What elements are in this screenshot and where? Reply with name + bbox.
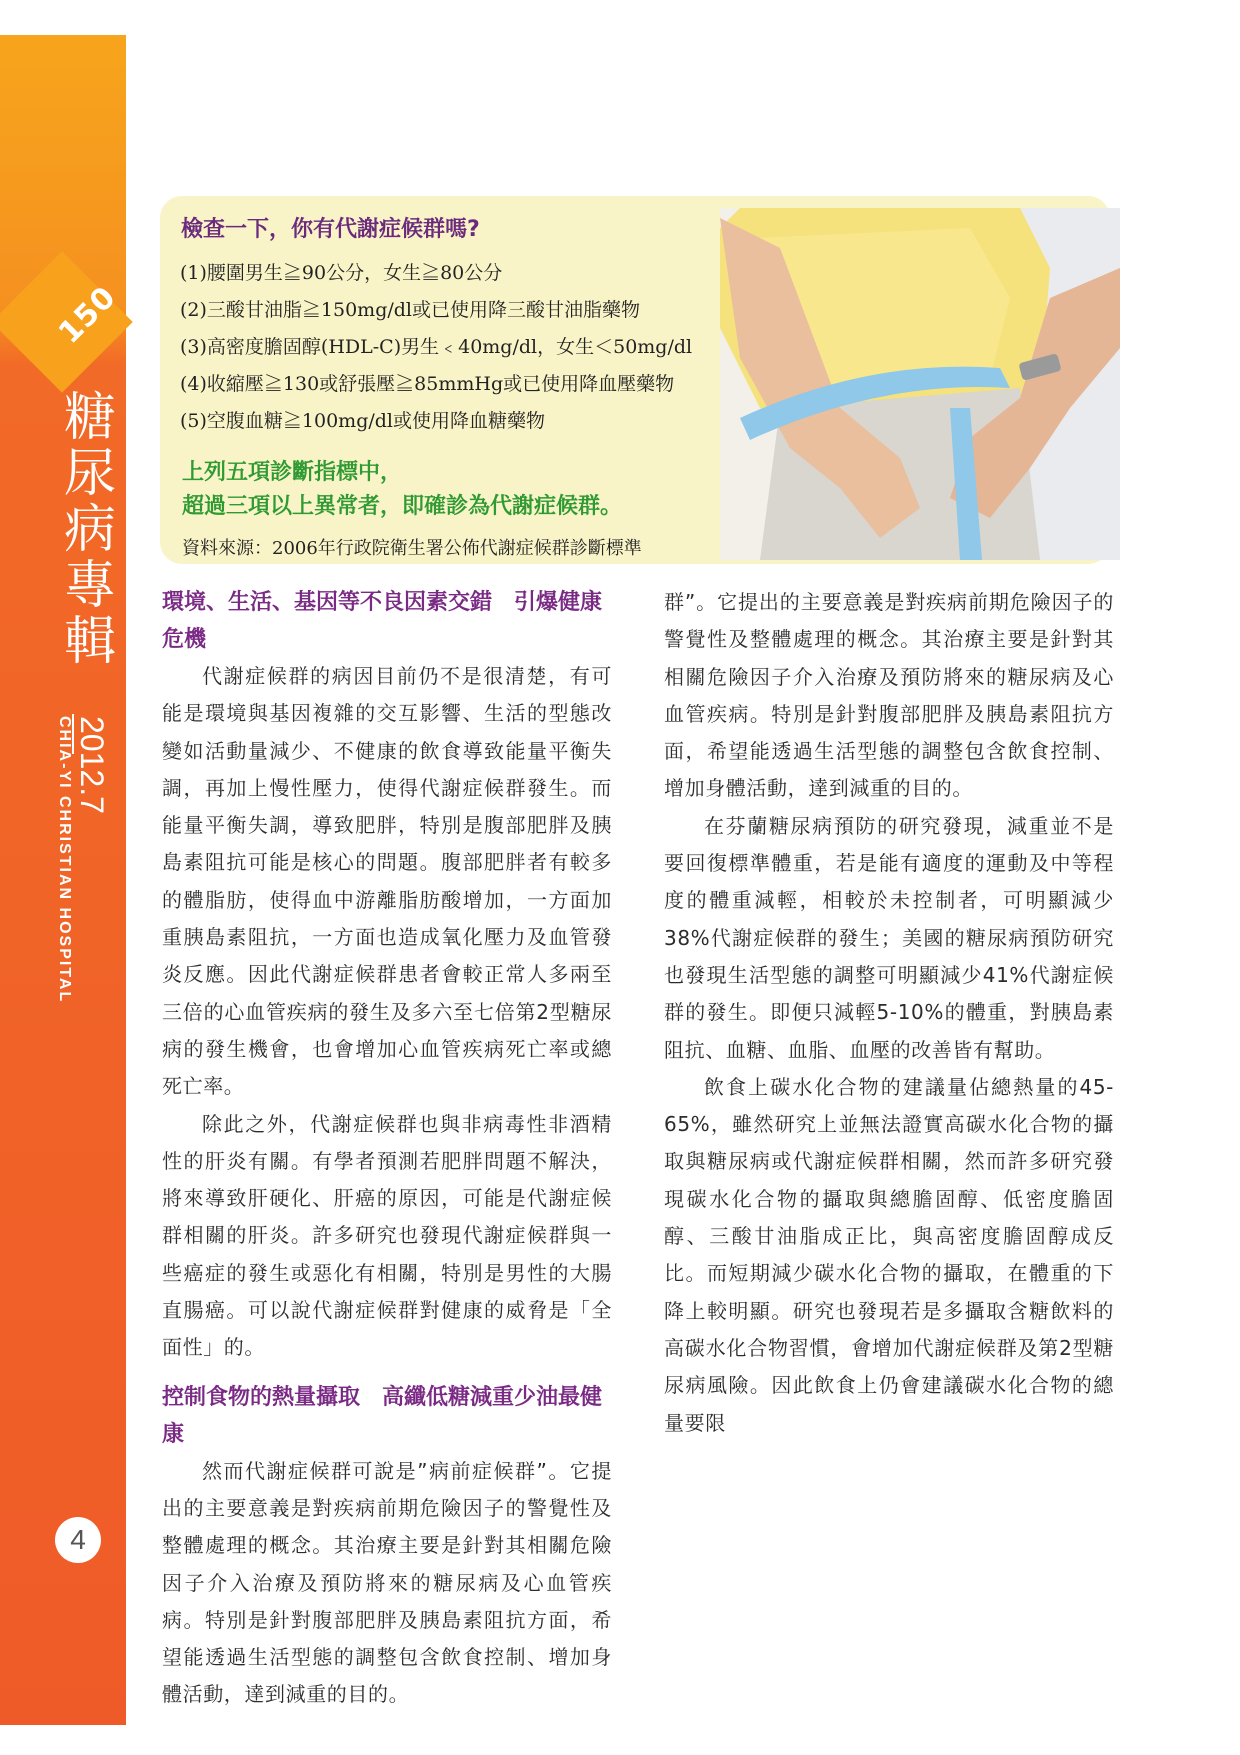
hospital-name: CHIA-YI CHRISTIAN HOSPITAL — [56, 716, 73, 1004]
issue-date: 2012.7 — [74, 716, 110, 814]
checklist-title: 檢查一下，你有代謝症候群嗎? — [181, 217, 480, 242]
section-heading: 環境、生活、基因等不良因素交錯 引爆健康危機 — [162, 590, 603, 652]
column-title-char: 病 — [63, 500, 116, 560]
criteria-item: (5)空腹血糖≧100mg/dl或使用降血糖藥物 — [180, 410, 545, 432]
diagnosis-note-line: 超過三項以上異常者，即確診為代謝症候群。 — [182, 494, 623, 519]
column-title — [58, 390, 122, 670]
data-source: 資料來源：2006年行政院衛生署公佈代謝症候群診斷標準 — [182, 538, 642, 559]
section-heading: 控制食物的熱量攝取 高纖低糖減重少油最健康 — [162, 1384, 603, 1447]
issue-number: 150 — [52, 279, 124, 351]
criteria-item: (2)三酸甘油脂≧150mg/dl或已使用降三酸甘油脂藥物 — [180, 299, 640, 321]
diagnosis-note-line: 上列五項診斷指標中， — [182, 460, 403, 485]
column-title-char: 輯 — [63, 612, 116, 672]
page-number: 4 — [55, 1517, 101, 1563]
criteria-item: (1)腰圍男生≧90公分，女生≧80公分 — [180, 262, 503, 284]
right-column — [664, 584, 1114, 1442]
paragraph: 在芬蘭糖尿病預防的研究發現，減重並不是要回復標準體重，若是能有適度的運動及中等程度的體重減輕，相較於未控制者，可明顯減少38%代謝症候群的發生；美國的糖尿病預防研究也發現生活型態的調整可明顯減少41%代謝症候群的發生。即便只減輕5-10%的體重，對胰島素阻抗、血糖、血脂、血壓的改善皆有幫助。 — [664, 813, 1114, 1062]
criteria-item: (3)高密度膽固醇(HDL-C)男生﹤40mg/dl，女生＜50mg/dl — [180, 336, 693, 358]
waist-measurement-photo — [720, 208, 1120, 560]
diagnosis-note — [182, 456, 622, 524]
column-title-char: 尿 — [63, 444, 116, 504]
criteria-list — [180, 255, 692, 440]
paragraph-continued: 群”。它提出的主要意義是對疾病前期危險因子的警覺性及整體處理的概念。其治療主要是針對其相關危險因子介入治療及預防將來的糖尿病及心血管疾病。特別是針對腹部肥胖及胰島素阻抗方面，希望能透過生活型態的調整包含飲食控制、增加身體活動，達到減重的目的。 — [664, 590, 1114, 801]
paragraph: 代謝症候群的病因目前仍不是很清楚，有可能是環境與基因複雜的交互影響、生活的型態改變如活動量減少、不健康的飲食導致能量平衡失調，再加上慢性壓力，使得代謝症候群發生。而能量平衡失調，導致肥胖，特別是腹部肥胖及胰島素阻抗可能是核心的問題。腹部肥胖者有較多的體脂肪，使得血中游離脂肪酸增加，一方面加重胰島素阻抗，一方面也造成氧化壓力及血管發炎反應。因此代謝症候群患者會較正常人多兩至三倍的心血管疾病的發生及多六至七倍第2型糖尿病的發生機會，也會增加心血管疾病死亡率或總死亡率。 — [162, 664, 612, 1099]
paragraph: 飲食上碳水化合物的建議量佔總熱量的45-65%，雖然研究上並無法證實高碳水化合物的攝取與糖尿病或代謝症候群相關，然而許多研究發現碳水化合物的攝取與總膽固醇、低密度膽固醇、三酸甘油脂成正比，與高密度膽固醇成反比。而短期減少碳水化合物的攝取，在體重的下降上較明顯。研究也發現若是多攝取含糖飲料的高碳水化合物習慣，會增加代謝症候群及第2型糖尿病風險。因此飲食上仍會建議碳水化合物的總量要限 — [664, 1074, 1114, 1435]
criteria-item: (4)收縮壓≧130或舒張壓≧85mmHg或已使用降血壓藥物 — [180, 373, 675, 395]
left-column — [162, 584, 612, 1707]
column-title-char: 專 — [63, 556, 116, 616]
paragraph: 除此之外，代謝症候群也與非病毒性非酒精性的肝炎有關。有學者預測若肥胖問題不解決，將來導致肝硬化、肝癌的原因，可能是代謝症候群相關的肝炎。許多研究也發現代謝症候群與一些癌症的發生或惡化有相關，特別是男性的大腸直腸癌。可以說代謝症候群對健康的威脅是「全面性」的。 — [162, 1111, 612, 1360]
paragraph: 然而代謝症候群可說是”病前症候群”。它提出的主要意義是對疾病前期危險因子的警覺性及整體處理的概念。其治療主要是針對其相關危險因子介入治療及預防將來的糖尿病及心血管疾病。特別是針對腹部肥胖及胰島素阻抗方面，希望能透過生活型態的調整包含飲食控制、增加身體活動，達到減重的目的。 — [162, 1458, 612, 1707]
column-title-char: 糖 — [63, 388, 116, 448]
